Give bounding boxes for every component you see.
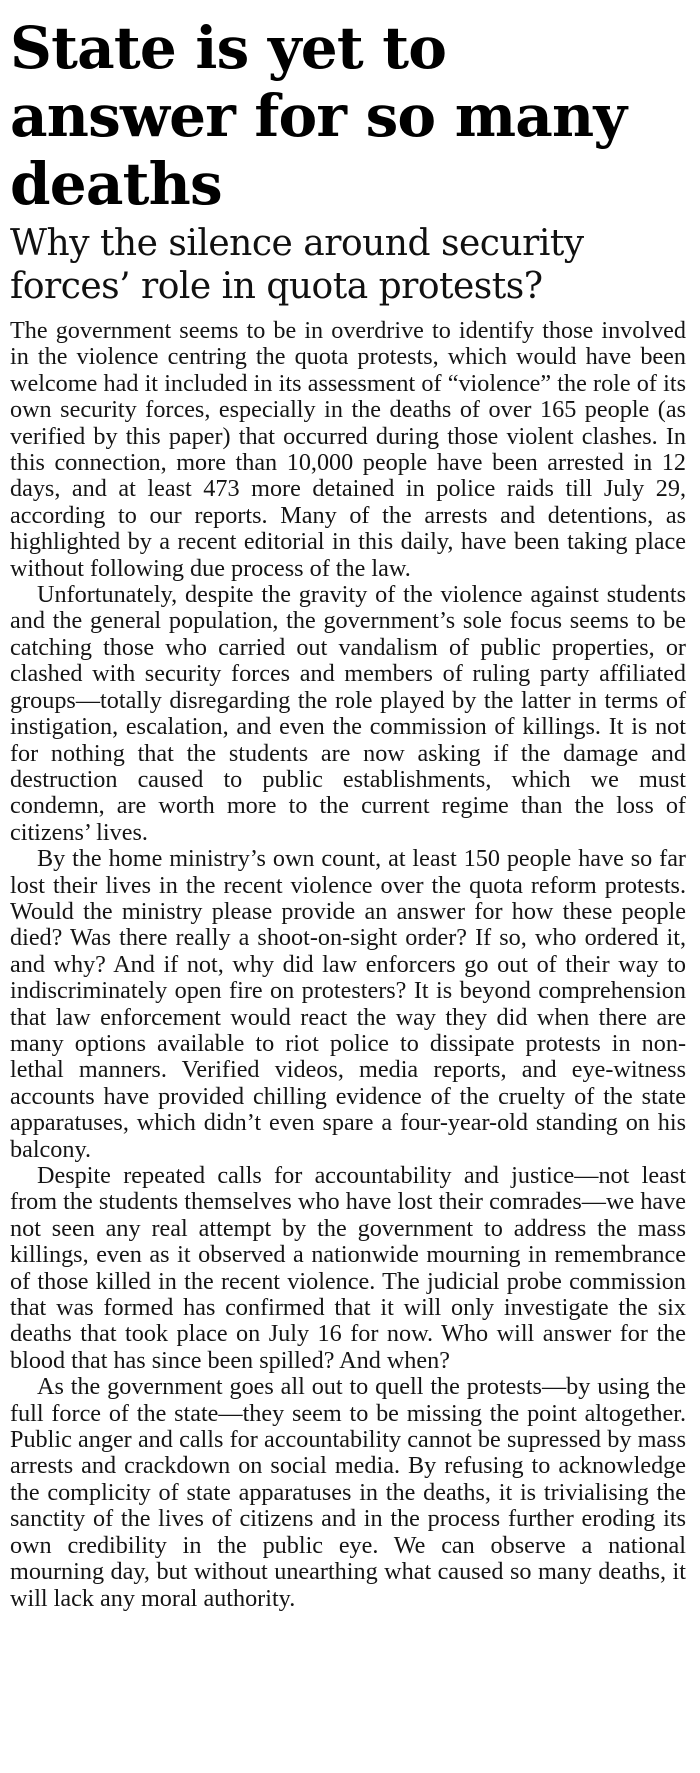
paragraph-4: Despite repeated calls for accountability and justice—not least from the students themselves who have lost their comrades—we have not seen any real attempt by the government to address the mass killings, even as it observed a nationwide mourning in remembrance of those killed in the recent violence. The judicial probe commission that was formed has confirmed that it will only investigate the six deaths that took place on July 16 for now. Who will answer for the blood that has since been spilled? And when? (10, 1162, 686, 1374)
article-body (10, 318, 686, 1612)
subheadline: Why the silence around security forces’ role in quota protests? (10, 223, 584, 307)
paragraph-1: The government seems to be in overdrive to identify those involved in the violence centring the quota protests, which would have been welcome had it included in its assessment of “violence” the role of its own security forces, especially in the deaths of over 165 people (as verified by this paper) that occurred during those violent clashes. In this connection, more than 10,000 people have been arrested in 12 days, and at least 473 more detained in police raids till July 29, according to our reports. Many of the arrests and detentions, as highlighted by a recent editorial in this daily, have been taking place without following due process of the law. (10, 317, 686, 582)
paragraph-5: As the government goes all out to quell the protests—by using the full force of the state—they seem to be missing the point altogether. Public anger and calls for accountability cannot be supressed by mass arrests and crackdown on social media. By refusing to acknowledge the complicity of state apparatuses in the deaths, it is trivialising the sanctity of the lives of citizens and in the process further eroding its own credibility in the public eye. We can observe a national mourning day, but without unearthing what caused so many deaths, it will lack any moral authority. (10, 1373, 686, 1612)
paragraph-3: By the home ministry’s own count, at least 150 people have so far lost their lives in the recent violence over the quota reform protests. Would the ministry please provide an answer for how these people died? Was there really a shoot-on-sight order? If so, who ordered it, and why? And if not, why did law enforcers go out of their way to indiscriminately open fire on protesters? It is beyond comprehension that law enforcement would react the way they did when there are many options available to riot police to dissipate protests in non-lethal manners. Verified videos, media reports, and eye-witness accounts have provided chilling evidence of the cruelty of the state apparatuses, which didn’t even spare a four-year-old standing on his balcony. (10, 845, 686, 1163)
paragraph-2: Unfortunately, despite the gravity of the violence against students and the general population, the government’s sole focus seems to be catching those who carried out vandalism of public properties, or clashed with security forces and members of ruling party affiliated groups—totally disregarding the role played by the latter in terms of instigation, escalation, and even the commission of killings. It is not for nothing that the students are now asking if the damage and destruction caused to public establishments, which we must condemn, are worth more to the current regime than the loss of citizens’ lives. (10, 581, 686, 846)
headline: State is yet to answer for so many deaths (10, 14, 627, 218)
